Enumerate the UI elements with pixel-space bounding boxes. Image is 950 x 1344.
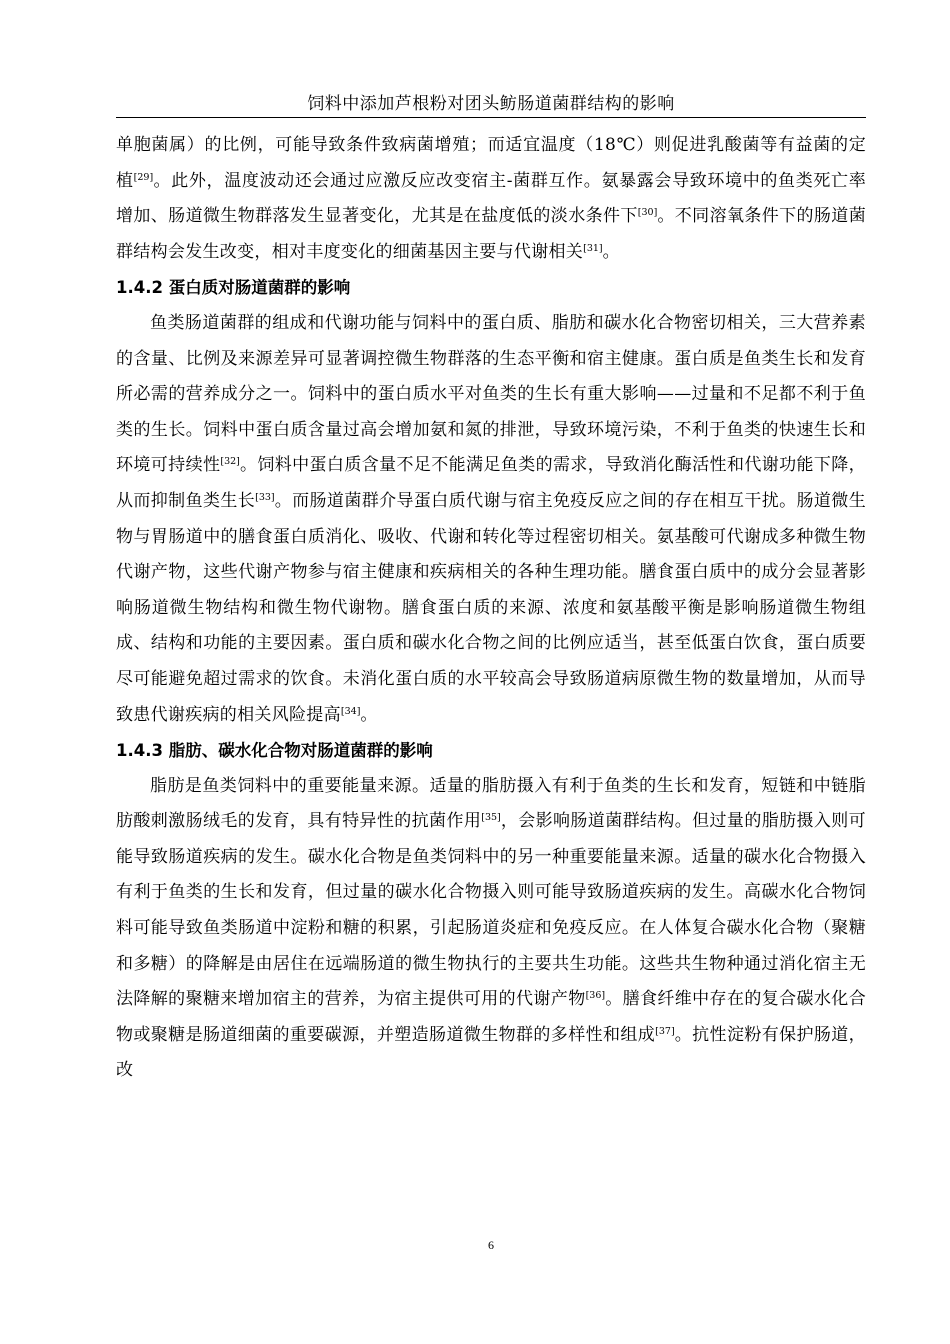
paragraph-continued xyxy=(116,128,866,270)
citation-30: [30] xyxy=(637,207,658,219)
citation-33: [33] xyxy=(255,491,275,503)
text-run: 。抗性淀粉有保护肠道，改 xyxy=(116,1024,866,1081)
citation-36: [36] xyxy=(585,990,606,1002)
text-run: 。而肠道菌群介导蛋白质代谢与宿主免疫反应之间的存在相互干扰。肠道微生物与胃肠道中的膳食蛋白质消化、吸收、代谢和转化等过程密切相关。氨基酸可代谢成多种微生物代谢产物，这些代谢产物参与宿主健康和疾病相关的各种生理功能。膳食蛋白质中的成分会显著影响肠道微生物结构和微生物代谢物。膳食蛋白质的来源、浓度和氨基酸平衡是影响肠道微生物组成、结构和功能的主要因素。蛋白质和碳水化合物之间的比例应适当，甚至低蛋白饮食，蛋白质要尽可能避免超过需求的饮食。未消化蛋白质的水平较高会导致肠道病原微生物的数量增加，从而导致患代谢疾病的相关风险提高 xyxy=(116,490,866,725)
text-run: 。膳食纤维中存在的复合碳水化合物或聚糖是肠道细菌的重要碳源，并塑造肠道微生物群的多样性和组成 xyxy=(116,989,866,1045)
citation-35: [35] xyxy=(481,812,501,824)
text-run: 单胞菌属）的比例，可能导致条件致病菌增殖；而适宜温度（18℃）则促进乳酸菌等有益菌的定植 xyxy=(116,135,866,191)
section-heading-1-4-3: 1.4.3 脂肪、碳水化合物对肠道菌群的影响 xyxy=(116,741,433,761)
section-heading-1-4-2: 1.4.2 蛋白质对肠道菌群的影响 xyxy=(116,278,351,298)
citation-32: [32] xyxy=(220,456,240,468)
header-rule xyxy=(116,117,866,118)
text-run: 。不同溶氧条件下的肠道菌群结构会发生改变，相对丰度变化的细菌基因主要与代谢相关 xyxy=(116,206,867,262)
text-run: 。 xyxy=(602,241,620,262)
body-text xyxy=(116,128,866,1089)
text-run: 。 xyxy=(360,704,378,725)
text-run: 。此外，温度波动还会通过应激反应改变宿主-菌群互作。氨暴露会导致环境中的鱼类死亡率增加、肠道微生物群落发生显著变化，尤其是在盐度低的淡水条件下 xyxy=(116,170,866,227)
citation-34: [34] xyxy=(340,705,361,717)
citation-29: [29] xyxy=(133,171,154,183)
page-number: 6 xyxy=(488,1238,494,1252)
text-run: 鱼类肠道菌群的组成和代谢功能与饲料中的蛋白质、脂肪和碳水化合物密切相关，三大营养素的含量、比例及来源差异可显著调控微生物群落的生态平衡和宿主健康。蛋白质是鱼类生长和发育所必需的营养成分之一。饲料中的蛋白质水平对鱼类的生长有重大影响——过量和不足都不利于鱼类的生长。饲料中蛋白质含量过高会增加氨和氮的排泄，导致环境污染，不利于鱼类的快速生长和环境可持续性 xyxy=(116,312,866,476)
text-run: 脂肪是鱼类饲料中的重要能量来源。适量的脂肪摄入有利于鱼类的生长和发育，短链和中链脂肪酸刺激肠绒毛的发育，具有特异性的抗菌作用 xyxy=(116,775,866,832)
citation-31: [31] xyxy=(583,242,603,254)
paragraph-fat-carbohydrate xyxy=(116,769,866,1089)
text-run: 。饲料中蛋白质含量不足不能满足鱼类的需求，导致消化酶活性和代谢功能下降，从而抑制鱼类生长 xyxy=(116,455,866,511)
citation-37: [37] xyxy=(655,1025,675,1037)
paragraph-protein xyxy=(116,306,866,733)
text-run: ，会影响肠道菌群结构。但过量的脂肪摄入则可能导致肠道疾病的发生。碳水化合物是鱼类饲料中的另一种重要能量来源。适量的碳水化合物摄入有利于鱼类的生长和发育，但过量的碳水化合物摄入则可能导致肠道疾病的发生。高碳水化合物饲料可能导致鱼类肠道中淀粉和糖的积累，引起肠道炎症和免疫反应。在人体复合碳水化合物（聚糖和多糖）的降解是由居住在远端肠道的微生物执行的主要共生功能。这些共生物种通过消化宿主无法降解的聚糖来增加宿主的营养，为宿主提供可用的代谢产物 xyxy=(116,811,866,1010)
running-header: 饲料中添加芦根粉对团头鲂肠道菌群结构的影响 xyxy=(307,94,675,114)
